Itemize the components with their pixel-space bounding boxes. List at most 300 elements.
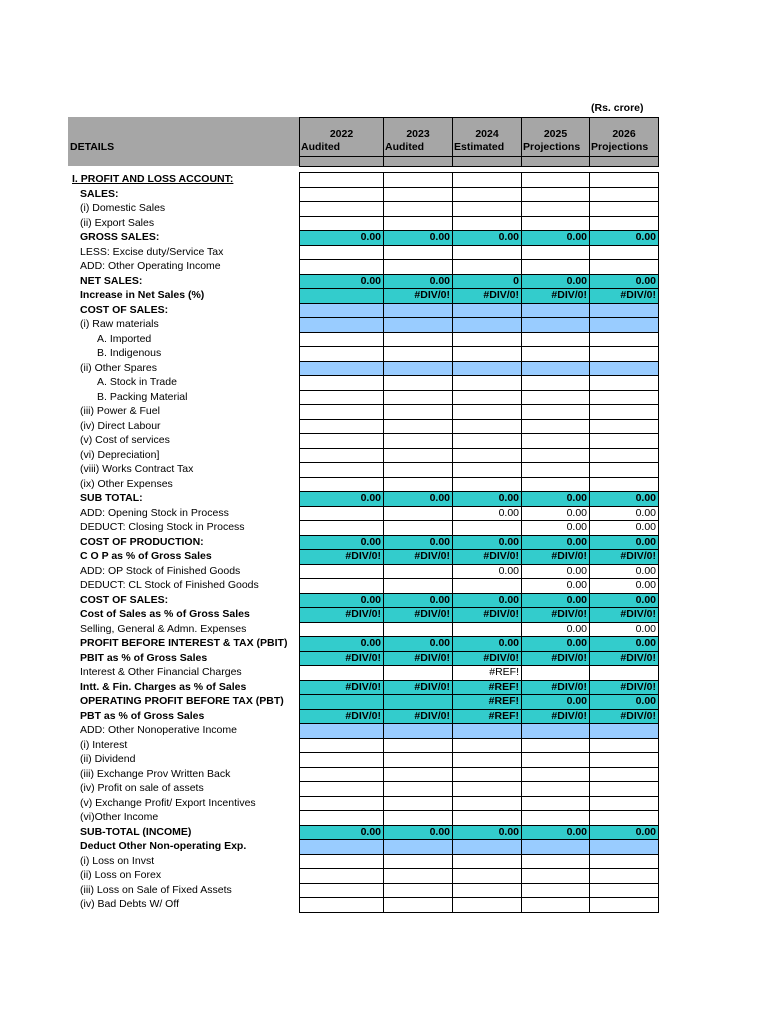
value-cell[interactable]: 0.00 [300, 593, 384, 608]
value-cell[interactable] [522, 405, 590, 420]
value-cell[interactable]: #DIV/0! [590, 680, 659, 695]
value-cell[interactable] [590, 840, 659, 855]
year-header-cell[interactable] [522, 118, 590, 157]
year-header-cell[interactable] [384, 118, 453, 157]
value-cell[interactable] [522, 738, 590, 753]
value-cell[interactable] [590, 187, 659, 202]
value-cell[interactable] [384, 332, 453, 347]
value-cell[interactable]: 0.00 [590, 622, 659, 637]
value-cell[interactable] [453, 883, 522, 898]
value-cell[interactable] [300, 216, 384, 231]
value-cell[interactable] [522, 767, 590, 782]
value-cell[interactable] [384, 216, 453, 231]
value-cell[interactable]: 0.00 [384, 535, 453, 550]
value-cell[interactable] [590, 318, 659, 333]
value-cell[interactable] [300, 753, 384, 768]
value-cell[interactable] [590, 245, 659, 260]
value-cell[interactable]: 0.00 [590, 492, 659, 507]
value-cell[interactable] [384, 564, 453, 579]
value-cell[interactable]: 0.00 [522, 622, 590, 637]
table-row [300, 767, 659, 782]
table-row [300, 680, 659, 695]
value-cell[interactable] [590, 463, 659, 478]
value-cell[interactable] [590, 796, 659, 811]
value-cell[interactable] [522, 187, 590, 202]
value-cell[interactable] [300, 173, 384, 188]
value-cell[interactable] [453, 332, 522, 347]
value-cell[interactable] [384, 854, 453, 869]
value-cell[interactable] [590, 854, 659, 869]
value-cell[interactable] [300, 448, 384, 463]
value-cell[interactable]: 0.00 [384, 825, 453, 840]
value-cell[interactable] [300, 796, 384, 811]
value-cell[interactable] [590, 883, 659, 898]
value-cell[interactable] [453, 260, 522, 275]
value-cell[interactable] [384, 187, 453, 202]
value-cell[interactable]: 0.00 [453, 637, 522, 652]
row-label: Cost of Sales as % of Gross Sales [80, 608, 250, 621]
value-cell[interactable]: 0.00 [590, 825, 659, 840]
spacer-cell [453, 157, 522, 167]
value-cell[interactable]: 0.00 [453, 564, 522, 579]
value-cell[interactable] [384, 202, 453, 217]
value-cell[interactable] [300, 405, 384, 420]
value-cell[interactable] [300, 811, 384, 826]
row-label: (ix) Other Expenses [80, 477, 173, 490]
value-cell[interactable]: 0.00 [522, 535, 590, 550]
row-label: (v) Exchange Profit/ Export Incentives [80, 796, 256, 809]
table-row [300, 869, 659, 884]
table-row [300, 738, 659, 753]
value-cell[interactable] [300, 289, 384, 304]
year-label: 2026 [612, 128, 636, 140]
value-cell[interactable]: 0.00 [300, 231, 384, 246]
value-cell[interactable] [590, 666, 659, 681]
value-cell[interactable] [522, 796, 590, 811]
value-cell[interactable] [384, 390, 453, 405]
value-cell[interactable] [453, 303, 522, 318]
value-cell[interactable] [522, 448, 590, 463]
value-cell[interactable] [453, 796, 522, 811]
table-row [300, 695, 659, 710]
value-cell[interactable] [300, 202, 384, 217]
value-cell[interactable] [300, 724, 384, 739]
value-cell[interactable] [384, 883, 453, 898]
value-cell[interactable] [590, 434, 659, 449]
value-cell[interactable] [384, 448, 453, 463]
value-cell[interactable] [300, 303, 384, 318]
value-cell[interactable]: #REF! [453, 666, 522, 681]
value-cell[interactable] [590, 332, 659, 347]
value-cell[interactable]: #REF! [453, 680, 522, 695]
value-cell[interactable] [300, 434, 384, 449]
row-label: PROFIT BEFORE INTEREST & TAX (PBIT) [80, 637, 288, 650]
row-label: (iii) Exchange Prov Written Back [80, 767, 231, 780]
value-cell[interactable]: #DIV/0! [453, 550, 522, 565]
value-cell[interactable] [453, 738, 522, 753]
value-cell[interactable] [300, 579, 384, 594]
value-cell[interactable]: 0.00 [453, 231, 522, 246]
value-cell[interactable] [522, 173, 590, 188]
table-row [300, 506, 659, 521]
value-cell[interactable] [300, 260, 384, 275]
value-cell[interactable] [522, 854, 590, 869]
value-cell[interactable] [522, 347, 590, 362]
year-header-cell[interactable] [300, 118, 384, 157]
value-cell[interactable]: 0.00 [384, 274, 453, 289]
value-cell[interactable] [300, 666, 384, 681]
value-cell[interactable]: 0.00 [384, 492, 453, 507]
value-cell[interactable] [590, 405, 659, 420]
value-cell[interactable] [522, 724, 590, 739]
value-cell[interactable] [453, 173, 522, 188]
value-cell[interactable] [590, 361, 659, 376]
value-cell[interactable] [384, 869, 453, 884]
value-cell[interactable]: #DIV/0! [384, 651, 453, 666]
value-cell[interactable] [522, 245, 590, 260]
value-cell[interactable] [453, 622, 522, 637]
value-cell[interactable] [522, 260, 590, 275]
value-cell[interactable]: #DIV/0! [384, 680, 453, 695]
value-cell[interactable] [384, 245, 453, 260]
value-cell[interactable]: #DIV/0! [300, 680, 384, 695]
value-cell[interactable]: #DIV/0! [300, 608, 384, 623]
value-cell[interactable] [453, 477, 522, 492]
table-row [300, 231, 659, 246]
value-cell[interactable] [384, 898, 453, 913]
value-cell[interactable] [300, 738, 384, 753]
value-cell[interactable]: #DIV/0! [522, 608, 590, 623]
value-cell[interactable] [522, 318, 590, 333]
value-cell[interactable] [300, 376, 384, 391]
details-header-label: DETAILS [70, 141, 115, 153]
value-cell[interactable]: #DIV/0! [522, 709, 590, 724]
row-label: COST OF SALES: [80, 593, 169, 606]
value-cell[interactable] [453, 347, 522, 362]
value-cell[interactable] [522, 782, 590, 797]
value-cell[interactable] [300, 695, 384, 710]
row-label: (ii) Other Spares [80, 361, 158, 374]
value-cell[interactable]: #REF! [453, 709, 522, 724]
value-cell[interactable]: #DIV/0! [590, 289, 659, 304]
value-cell[interactable]: 0.00 [522, 506, 590, 521]
value-cell[interactable]: #DIV/0! [300, 651, 384, 666]
value-cell[interactable] [590, 202, 659, 217]
value-cell[interactable] [590, 869, 659, 884]
value-cell[interactable]: 0.00 [522, 564, 590, 579]
value-cell[interactable] [384, 840, 453, 855]
value-cell[interactable] [300, 390, 384, 405]
value-cell[interactable] [384, 622, 453, 637]
value-cell[interactable] [590, 767, 659, 782]
value-cell[interactable]: #DIV/0! [384, 289, 453, 304]
value-cell[interactable] [384, 666, 453, 681]
value-cell[interactable] [453, 724, 522, 739]
value-cell[interactable] [300, 622, 384, 637]
value-cell[interactable] [300, 187, 384, 202]
value-cell[interactable] [384, 782, 453, 797]
year-header-cell[interactable] [590, 118, 659, 157]
value-cell[interactable]: 0.00 [453, 535, 522, 550]
table-row [300, 332, 659, 347]
value-cell[interactable]: 0.00 [453, 506, 522, 521]
value-cell[interactable] [453, 405, 522, 420]
value-cell[interactable] [453, 361, 522, 376]
table-row [300, 854, 659, 869]
value-cell[interactable] [522, 419, 590, 434]
value-cell[interactable]: #DIV/0! [590, 608, 659, 623]
value-cell[interactable] [300, 854, 384, 869]
table-row [300, 811, 659, 826]
value-cell[interactable]: 0.00 [384, 637, 453, 652]
value-cell[interactable] [384, 173, 453, 188]
value-cell[interactable] [300, 521, 384, 536]
value-cell[interactable] [384, 521, 453, 536]
table-row [300, 492, 659, 507]
value-cell[interactable] [300, 463, 384, 478]
value-cell[interactable] [384, 361, 453, 376]
value-cell[interactable] [453, 187, 522, 202]
value-cell[interactable] [453, 521, 522, 536]
value-cell[interactable]: 0.00 [453, 492, 522, 507]
value-cell[interactable]: 0.00 [590, 521, 659, 536]
value-cell[interactable]: 0.00 [590, 506, 659, 521]
value-cell[interactable] [590, 753, 659, 768]
value-cell[interactable] [522, 361, 590, 376]
value-cell[interactable]: #DIV/0! [522, 289, 590, 304]
value-cell[interactable] [522, 898, 590, 913]
value-cell[interactable] [384, 796, 453, 811]
value-cell[interactable] [590, 811, 659, 826]
table-row [300, 216, 659, 231]
value-cell[interactable]: #REF! [453, 695, 522, 710]
value-cell[interactable]: #DIV/0! [384, 608, 453, 623]
value-cell[interactable]: #DIV/0! [453, 651, 522, 666]
value-cell[interactable] [300, 318, 384, 333]
value-cell[interactable] [453, 245, 522, 260]
value-cell[interactable] [590, 782, 659, 797]
value-cell[interactable] [453, 767, 522, 782]
year-label: 2024 [475, 128, 499, 140]
value-cell[interactable]: 0.00 [590, 593, 659, 608]
value-cell[interactable]: #DIV/0! [522, 680, 590, 695]
value-cell[interactable]: 0.00 [300, 274, 384, 289]
value-cell[interactable] [453, 898, 522, 913]
table-row [300, 434, 659, 449]
value-cell[interactable]: 0.00 [300, 535, 384, 550]
value-cell[interactable]: 0.00 [453, 593, 522, 608]
value-cell[interactable] [384, 419, 453, 434]
row-label: (ii) Dividend [80, 753, 136, 766]
table-row [300, 782, 659, 797]
value-cell[interactable] [384, 318, 453, 333]
value-cell[interactable] [522, 477, 590, 492]
value-cell[interactable] [300, 767, 384, 782]
table-row [300, 448, 659, 463]
value-cell[interactable]: 0.00 [590, 231, 659, 246]
value-cell[interactable] [590, 347, 659, 362]
value-cell[interactable] [522, 434, 590, 449]
value-cell[interactable] [522, 840, 590, 855]
row-label: (i) Interest [80, 738, 128, 751]
value-cell[interactable] [384, 405, 453, 420]
value-cell[interactable] [384, 695, 453, 710]
value-cell[interactable] [384, 260, 453, 275]
value-cell[interactable] [590, 898, 659, 913]
value-cell[interactable] [453, 390, 522, 405]
value-cell[interactable]: 0.00 [300, 637, 384, 652]
value-cell[interactable] [384, 347, 453, 362]
value-cell[interactable] [300, 506, 384, 521]
value-cell[interactable] [300, 477, 384, 492]
value-cell[interactable] [590, 260, 659, 275]
value-cell[interactable] [453, 869, 522, 884]
row-label: SALES: [80, 187, 119, 200]
value-cell[interactable] [522, 811, 590, 826]
row-label: (iii) Power & Fuel [80, 405, 160, 418]
status-label: Estimated [454, 141, 505, 153]
value-cell[interactable]: #DIV/0! [300, 550, 384, 565]
value-cell[interactable] [590, 738, 659, 753]
value-cell[interactable] [522, 463, 590, 478]
value-cell[interactable]: 0.00 [522, 492, 590, 507]
value-cell[interactable]: 0.00 [590, 535, 659, 550]
value-cell[interactable]: 0.00 [590, 564, 659, 579]
row-label: NET SALES: [80, 274, 143, 287]
value-cell[interactable] [590, 173, 659, 188]
value-cell[interactable] [384, 477, 453, 492]
value-cell[interactable]: 0.00 [522, 637, 590, 652]
value-cell[interactable]: 0.00 [590, 695, 659, 710]
table-row [300, 709, 659, 724]
value-cell[interactable]: 0.00 [522, 695, 590, 710]
value-cell[interactable] [453, 782, 522, 797]
value-cell[interactable] [590, 390, 659, 405]
value-cell[interactable] [300, 883, 384, 898]
value-cell[interactable] [590, 477, 659, 492]
value-cell[interactable] [453, 579, 522, 594]
value-cell[interactable]: #DIV/0! [590, 709, 659, 724]
value-cell[interactable] [522, 883, 590, 898]
spacer-cell [300, 157, 384, 167]
value-cell[interactable]: 0.00 [453, 825, 522, 840]
value-cell[interactable]: 0.00 [384, 593, 453, 608]
value-cell[interactable]: #DIV/0! [590, 651, 659, 666]
value-cell[interactable]: 0.00 [522, 579, 590, 594]
value-cell[interactable]: 0.00 [300, 825, 384, 840]
value-cell[interactable]: 0.00 [522, 521, 590, 536]
value-cell[interactable]: #DIV/0! [453, 608, 522, 623]
value-cell[interactable] [590, 303, 659, 318]
value-cell[interactable]: #DIV/0! [453, 289, 522, 304]
value-cell[interactable]: #DIV/0! [590, 550, 659, 565]
value-cell[interactable] [522, 376, 590, 391]
value-cell[interactable] [453, 318, 522, 333]
value-cell[interactable] [453, 840, 522, 855]
table-row [300, 274, 659, 289]
value-cell[interactable] [384, 753, 453, 768]
value-cell[interactable]: #DIV/0! [300, 709, 384, 724]
value-cell[interactable] [384, 303, 453, 318]
value-cell[interactable] [384, 506, 453, 521]
value-cell[interactable] [453, 753, 522, 768]
value-cell[interactable] [384, 738, 453, 753]
value-cell[interactable] [522, 869, 590, 884]
value-cell[interactable] [590, 376, 659, 391]
value-cell[interactable]: #DIV/0! [522, 651, 590, 666]
value-cell[interactable] [384, 811, 453, 826]
value-cell[interactable]: 0.00 [590, 579, 659, 594]
value-cell[interactable] [590, 216, 659, 231]
value-cell[interactable] [300, 347, 384, 362]
value-cell[interactable] [453, 463, 522, 478]
value-cell[interactable] [453, 811, 522, 826]
row-label: ADD: Other Nonoperative Income [80, 724, 237, 737]
table-row [300, 405, 659, 420]
value-cell[interactable]: 0.00 [300, 492, 384, 507]
value-cell[interactable] [453, 376, 522, 391]
value-cell[interactable] [384, 767, 453, 782]
value-cell[interactable] [300, 419, 384, 434]
value-cell[interactable]: 0.00 [590, 637, 659, 652]
value-cell[interactable] [300, 564, 384, 579]
value-cell[interactable]: #DIV/0! [384, 709, 453, 724]
value-cell[interactable] [300, 898, 384, 913]
value-cell[interactable] [590, 724, 659, 739]
value-cell[interactable] [453, 434, 522, 449]
value-cell[interactable]: 0.00 [522, 593, 590, 608]
value-cell[interactable] [453, 202, 522, 217]
value-cell[interactable] [453, 854, 522, 869]
row-label: Intt. & Fin. Charges as % of Sales [80, 680, 247, 693]
value-cell[interactable] [522, 666, 590, 681]
value-cell[interactable] [590, 448, 659, 463]
value-cell[interactable] [300, 840, 384, 855]
value-cell[interactable] [453, 216, 522, 231]
value-cell[interactable]: 0.00 [590, 274, 659, 289]
value-cell[interactable] [522, 332, 590, 347]
value-cell[interactable] [384, 724, 453, 739]
value-cell[interactable] [384, 579, 453, 594]
value-cell[interactable]: 0 [453, 274, 522, 289]
value-cell[interactable]: 0.00 [384, 231, 453, 246]
value-cell[interactable]: 0.00 [522, 825, 590, 840]
value-cell[interactable] [590, 419, 659, 434]
value-cell[interactable] [300, 245, 384, 260]
value-cell[interactable] [300, 869, 384, 884]
row-label: LESS: Excise duty/Service Tax [80, 245, 224, 258]
value-cell[interactable]: #DIV/0! [384, 550, 453, 565]
value-cell[interactable] [384, 376, 453, 391]
value-cell[interactable]: 0.00 [522, 274, 590, 289]
value-cell[interactable] [300, 332, 384, 347]
value-cell[interactable] [384, 463, 453, 478]
year-header-cell[interactable] [453, 118, 522, 157]
value-cell[interactable] [384, 434, 453, 449]
value-cell[interactable]: #DIV/0! [522, 550, 590, 565]
value-cell[interactable] [522, 202, 590, 217]
value-cell[interactable] [522, 390, 590, 405]
value-cell[interactable] [522, 753, 590, 768]
value-cell[interactable] [300, 782, 384, 797]
value-cell[interactable] [453, 419, 522, 434]
value-cell[interactable] [300, 361, 384, 376]
table-row [300, 318, 659, 333]
value-cell[interactable]: 0.00 [522, 231, 590, 246]
value-cell[interactable] [453, 448, 522, 463]
value-cell[interactable] [522, 303, 590, 318]
value-cell[interactable] [522, 216, 590, 231]
